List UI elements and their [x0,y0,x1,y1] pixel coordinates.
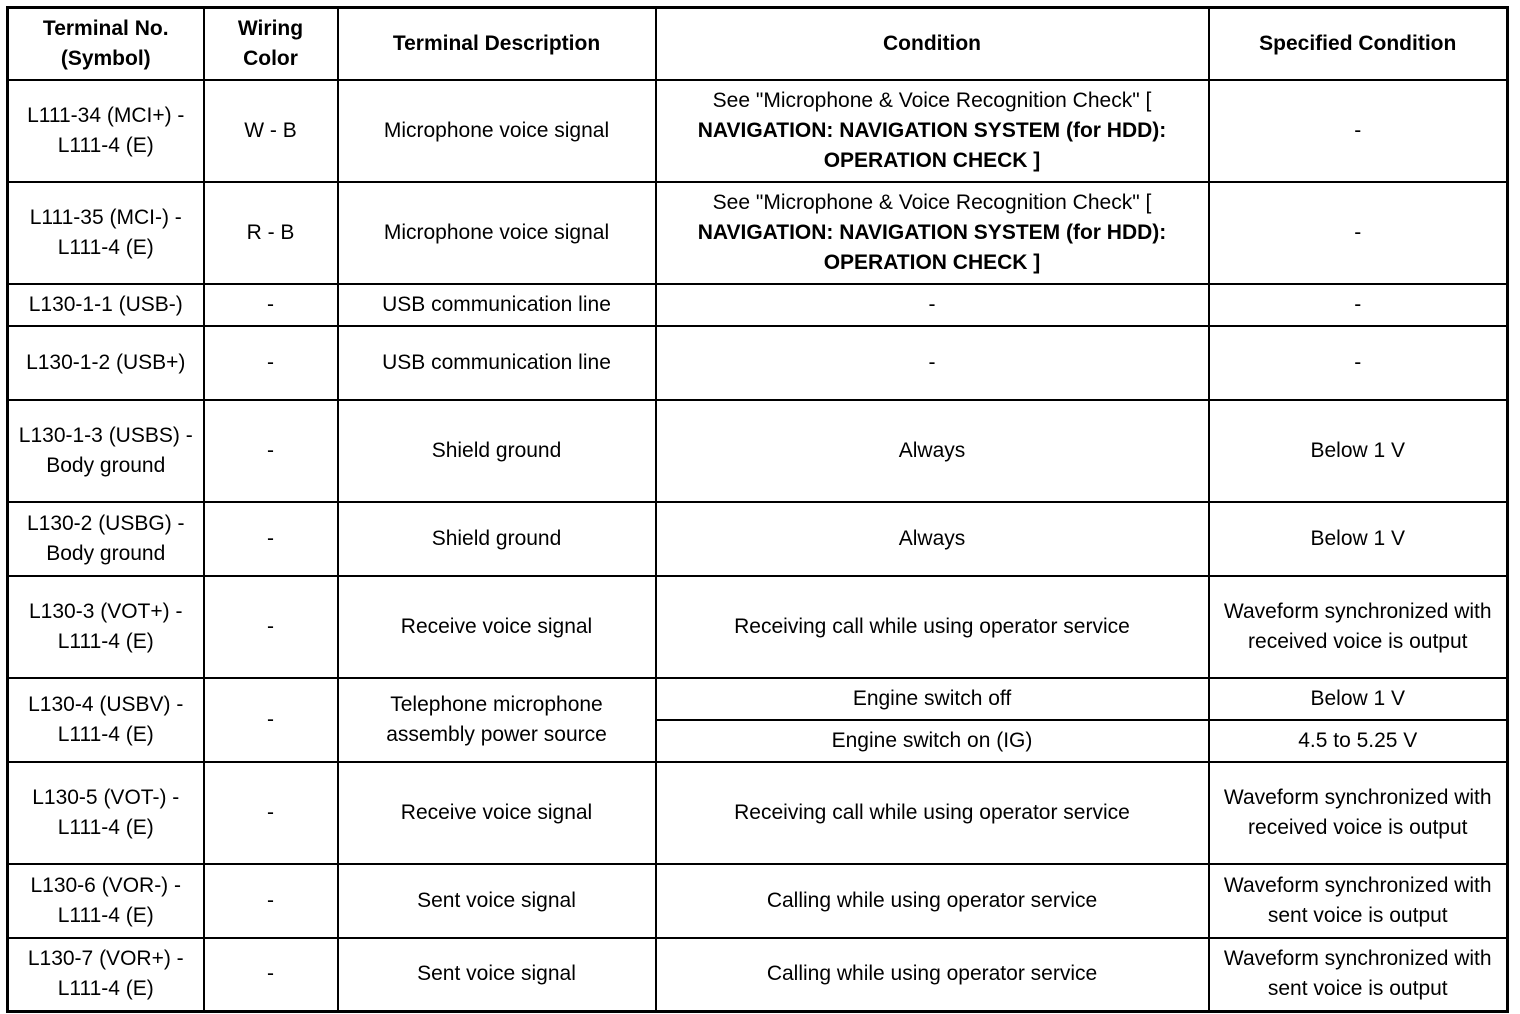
cell-specified: - [1209,326,1508,400]
table-row [8,400,1508,502]
cell-description: Shield ground [338,502,656,576]
cell-description: Sent voice signal [338,938,656,1012]
cell-specified: Waveform synchronized with sent voice is output [1209,864,1508,938]
cell-terminal: L111-34 (MCI+) - L111-4 (E) [8,80,204,182]
cell-terminal: L130-3 (VOT+) - L111-4 (E) [8,576,204,678]
cell-terminal: L130-6 (VOR-) - L111-4 (E) [8,864,204,938]
cell-condition [656,182,1209,284]
cell-wiring-color: - [204,326,338,400]
header-wiring-color: Wiring Color [204,8,338,80]
cell-terminal: L130-1-2 (USB+) [8,326,204,400]
cell-wiring-color: - [204,502,338,576]
table-row [8,284,1508,326]
navigation-link[interactable]: NAVIGATION: NAVIGATION SYSTEM (for HDD): OPERATION CHECK ] [697,220,1167,274]
condition-text: See "Microphone & Voice Recognition Check" [ [712,88,1152,112]
cell-wiring-color: - [204,864,338,938]
cell-specified: Waveform synchronized with received voice is output [1209,762,1508,864]
terminal-table [6,6,1509,1013]
navigation-link[interactable]: NAVIGATION: NAVIGATION SYSTEM (for HDD): OPERATION CHECK ] [697,118,1167,172]
cell-condition: Always [656,502,1209,576]
cell-specified: Below 1 V [1209,678,1508,720]
cell-condition: - [656,284,1209,326]
cell-condition: Always [656,400,1209,502]
table-row [8,576,1508,678]
table-row [8,80,1508,182]
table-row [8,938,1508,1012]
cell-condition: Calling while using operator service [656,938,1209,1012]
cell-condition: - [656,326,1209,400]
cell-condition: Calling while using operator service [656,864,1209,938]
header-terminal-description: Terminal Description [338,8,656,80]
cell-specified: Waveform synchronized with received voice is output [1209,576,1508,678]
cell-specified: Below 1 V [1209,502,1508,576]
cell-wiring-color: R - B [204,182,338,284]
cell-terminal: L130-2 (USBG) - Body ground [8,502,204,576]
cell-wiring-color: - [204,284,338,326]
table-row [8,326,1508,400]
cell-condition: Engine switch on (IG) [656,720,1209,762]
cell-terminal: L111-35 (MCI-) - L111-4 (E) [8,182,204,284]
cell-terminal: L130-1-1 (USB-) [8,284,204,326]
table-row [8,678,1508,720]
cell-wiring-color: - [204,762,338,864]
terminal-table-container [6,6,1509,1013]
cell-wiring-color: - [204,938,338,1012]
cell-condition: Engine switch off [656,678,1209,720]
cell-specified: Waveform synchronized with sent voice is output [1209,938,1508,1012]
cell-specified: Below 1 V [1209,400,1508,502]
cell-description: Receive voice signal [338,762,656,864]
cell-wiring-color: W - B [204,80,338,182]
cell-terminal: L130-1-3 (USBS) - Body ground [8,400,204,502]
table-row [8,864,1508,938]
cell-terminal: L130-5 (VOT-) - L111-4 (E) [8,762,204,864]
header-condition: Condition [656,8,1209,80]
cell-description: Sent voice signal [338,864,656,938]
cell-description: Receive voice signal [338,576,656,678]
cell-wiring-color: - [204,400,338,502]
cell-specified: - [1209,284,1508,326]
header-terminal: Terminal No. (Symbol) [8,8,204,80]
cell-description: Microphone voice signal [338,80,656,182]
cell-condition: Receiving call while using operator service [656,762,1209,864]
cell-specified: - [1209,182,1508,284]
cell-description: Microphone voice signal [338,182,656,284]
cell-description: USB communication line [338,284,656,326]
cell-terminal: L130-7 (VOR+) - L111-4 (E) [8,938,204,1012]
cell-specified: 4.5 to 5.25 V [1209,720,1508,762]
table-row [8,182,1508,284]
cell-description: Shield ground [338,400,656,502]
header-specified-condition: Specified Condition [1209,8,1508,80]
cell-terminal: L130-4 (USBV) - L111-4 (E) [8,678,204,762]
cell-description: Telephone microphone assembly power source [338,678,656,762]
cell-description: USB communication line [338,326,656,400]
cell-specified: - [1209,80,1508,182]
condition-text: See "Microphone & Voice Recognition Check" [ [712,190,1152,214]
cell-wiring-color: - [204,576,338,678]
cell-condition [656,80,1209,182]
table-row [8,762,1508,864]
header-row [8,8,1508,80]
cell-condition: Receiving call while using operator service [656,576,1209,678]
cell-wiring-color: - [204,678,338,762]
table-row [8,502,1508,576]
